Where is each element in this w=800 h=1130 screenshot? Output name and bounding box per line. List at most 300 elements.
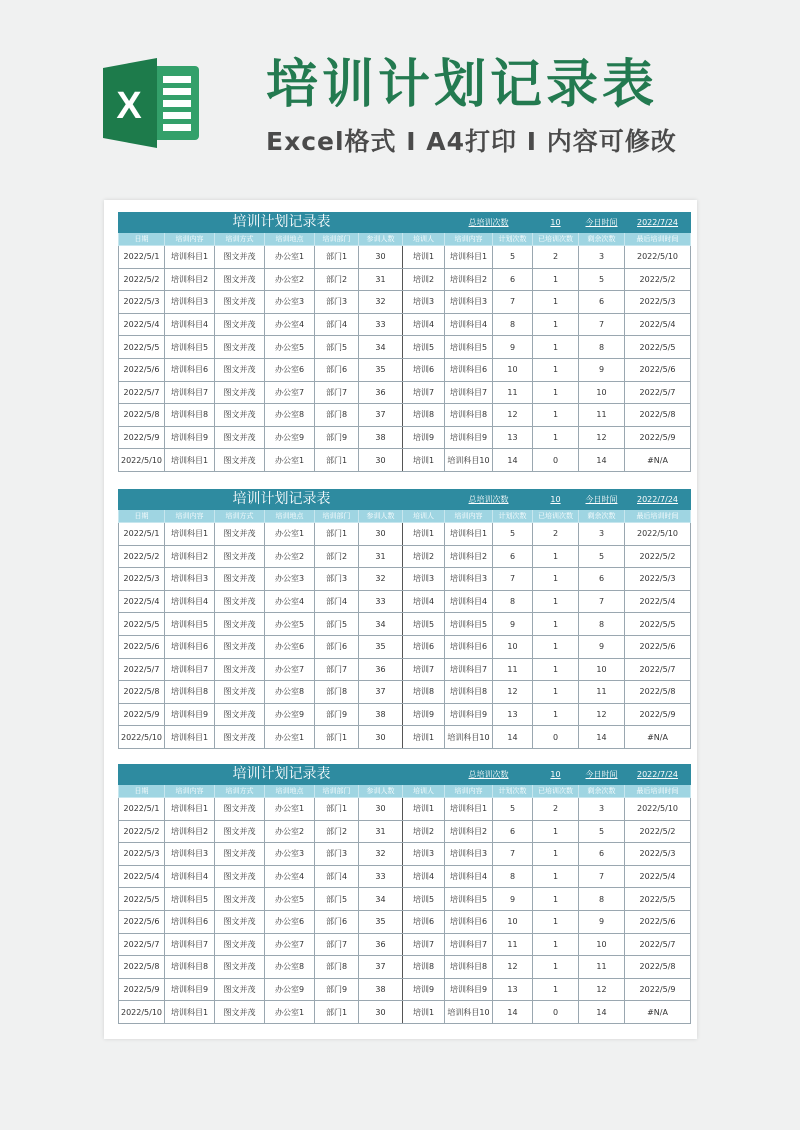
table-cell[interactable]: 培训科目9 bbox=[445, 703, 493, 726]
table-cell[interactable]: 31 bbox=[359, 268, 403, 291]
table-cell[interactable]: 11 bbox=[493, 658, 533, 681]
table-cell[interactable]: 2022/5/4 bbox=[119, 590, 165, 613]
table-cell[interactable]: 2022/5/8 bbox=[119, 956, 165, 979]
table-cell[interactable]: 14 bbox=[579, 726, 625, 749]
table-cell[interactable]: 图文并茂 bbox=[215, 910, 265, 933]
table-cell[interactable]: 35 bbox=[359, 358, 403, 381]
table-cell[interactable]: 办公室1 bbox=[265, 246, 315, 269]
table-cell[interactable]: 培训3 bbox=[403, 843, 445, 866]
table-cell[interactable]: 部门6 bbox=[315, 910, 359, 933]
table-cell[interactable]: 培训科目7 bbox=[165, 381, 215, 404]
table-cell[interactable]: 2022/5/3 bbox=[119, 291, 165, 314]
table-cell[interactable]: 1 bbox=[533, 545, 579, 568]
table-cell[interactable]: 1 bbox=[533, 268, 579, 291]
table-cell[interactable]: 2022/5/4 bbox=[625, 865, 691, 888]
table-cell[interactable]: 6 bbox=[493, 268, 533, 291]
table-cell[interactable]: 办公室1 bbox=[265, 1001, 315, 1024]
table-cell[interactable]: 12 bbox=[493, 956, 533, 979]
table-cell[interactable]: 图文并茂 bbox=[215, 820, 265, 843]
table-cell[interactable]: 12 bbox=[579, 426, 625, 449]
table-cell[interactable]: 2022/5/8 bbox=[119, 404, 165, 427]
table-cell[interactable]: 办公室1 bbox=[265, 449, 315, 472]
table-cell[interactable]: 38 bbox=[359, 703, 403, 726]
table-cell[interactable]: 31 bbox=[359, 820, 403, 843]
table-cell[interactable]: 2 bbox=[533, 523, 579, 546]
table-cell[interactable]: 2022/5/6 bbox=[625, 358, 691, 381]
table-cell[interactable]: 培训科目2 bbox=[165, 268, 215, 291]
table-cell[interactable]: 培训科目6 bbox=[165, 635, 215, 658]
table-cell[interactable]: 1 bbox=[533, 291, 579, 314]
table-cell[interactable]: 7 bbox=[493, 843, 533, 866]
table-cell[interactable]: 2022/5/4 bbox=[119, 313, 165, 336]
table-cell[interactable]: 培训科目4 bbox=[445, 865, 493, 888]
table-cell[interactable]: 13 bbox=[493, 426, 533, 449]
table-cell[interactable]: 2022/5/6 bbox=[119, 910, 165, 933]
table-cell[interactable]: 12 bbox=[579, 978, 625, 1001]
table-cell[interactable]: 2022/5/9 bbox=[119, 978, 165, 1001]
table-cell[interactable]: 图文并茂 bbox=[215, 358, 265, 381]
table-cell[interactable]: 9 bbox=[493, 336, 533, 359]
table-cell[interactable]: 2022/5/10 bbox=[119, 449, 165, 472]
total-count-value[interactable]: 10 bbox=[533, 213, 579, 233]
table-cell[interactable]: 部门5 bbox=[315, 336, 359, 359]
table-cell[interactable]: 办公室5 bbox=[265, 336, 315, 359]
table-cell[interactable]: 14 bbox=[579, 1001, 625, 1024]
table-cell[interactable]: 7 bbox=[579, 590, 625, 613]
table-cell[interactable]: 培训科目6 bbox=[445, 635, 493, 658]
table-cell[interactable]: 培训5 bbox=[403, 888, 445, 911]
table-cell[interactable]: 部门9 bbox=[315, 703, 359, 726]
table-cell[interactable]: 培训科目3 bbox=[165, 568, 215, 591]
table-cell[interactable]: 培训科目8 bbox=[165, 956, 215, 979]
table-cell[interactable]: 图文并茂 bbox=[215, 658, 265, 681]
table-cell[interactable]: 2022/5/3 bbox=[625, 843, 691, 866]
table-cell[interactable]: 培训科目8 bbox=[165, 681, 215, 704]
table-cell[interactable]: 32 bbox=[359, 843, 403, 866]
table-cell[interactable]: 培训科目3 bbox=[445, 291, 493, 314]
table-cell[interactable]: 部门1 bbox=[315, 726, 359, 749]
table-cell[interactable]: 7 bbox=[579, 865, 625, 888]
table-cell[interactable]: 图文并茂 bbox=[215, 268, 265, 291]
table-cell[interactable]: 图文并茂 bbox=[215, 1001, 265, 1024]
table-cell[interactable]: 2022/5/10 bbox=[119, 1001, 165, 1024]
table-cell[interactable]: 部门6 bbox=[315, 358, 359, 381]
table-cell[interactable]: 培训科目2 bbox=[165, 820, 215, 843]
table-cell[interactable]: 0 bbox=[533, 449, 579, 472]
table-cell[interactable]: 办公室4 bbox=[265, 865, 315, 888]
table-cell[interactable]: 2022/5/3 bbox=[625, 568, 691, 591]
table-cell[interactable]: 10 bbox=[579, 933, 625, 956]
table-cell[interactable]: 部门1 bbox=[315, 1001, 359, 1024]
table-cell[interactable]: 办公室4 bbox=[265, 313, 315, 336]
table-cell[interactable]: 培训4 bbox=[403, 313, 445, 336]
table-cell[interactable]: 8 bbox=[579, 336, 625, 359]
table-cell[interactable]: 5 bbox=[493, 523, 533, 546]
table-cell[interactable]: 14 bbox=[493, 726, 533, 749]
table-cell[interactable]: 部门3 bbox=[315, 291, 359, 314]
table-cell[interactable]: 办公室8 bbox=[265, 956, 315, 979]
table-cell[interactable]: 1 bbox=[533, 820, 579, 843]
table-cell[interactable]: 12 bbox=[493, 681, 533, 704]
table-cell[interactable]: 2022/5/9 bbox=[625, 703, 691, 726]
table-cell[interactable]: 培训科目10 bbox=[445, 726, 493, 749]
table-cell[interactable]: 2022/5/8 bbox=[625, 681, 691, 704]
table-cell[interactable]: 5 bbox=[579, 268, 625, 291]
table-cell[interactable]: 培训2 bbox=[403, 820, 445, 843]
table-cell[interactable]: #N/A bbox=[625, 449, 691, 472]
table-cell[interactable]: 2022/5/9 bbox=[119, 426, 165, 449]
table-cell[interactable]: 图文并茂 bbox=[215, 613, 265, 636]
table-cell[interactable]: 培训科目8 bbox=[165, 404, 215, 427]
table-cell[interactable]: 2022/5/3 bbox=[625, 291, 691, 314]
table-cell[interactable]: 1 bbox=[533, 358, 579, 381]
table-cell[interactable]: 部门2 bbox=[315, 268, 359, 291]
table-cell[interactable]: 培训6 bbox=[403, 910, 445, 933]
table-cell[interactable]: 办公室2 bbox=[265, 268, 315, 291]
table-cell[interactable]: 1 bbox=[533, 568, 579, 591]
table-cell[interactable]: 培训科目9 bbox=[445, 978, 493, 1001]
table-cell[interactable]: 9 bbox=[579, 358, 625, 381]
table-cell[interactable]: 38 bbox=[359, 978, 403, 1001]
table-cell[interactable]: 培训科目1 bbox=[445, 246, 493, 269]
today-value[interactable]: 2022/7/24 bbox=[625, 765, 691, 785]
table-cell[interactable]: 办公室8 bbox=[265, 404, 315, 427]
table-cell[interactable]: 培训1 bbox=[403, 246, 445, 269]
table-cell[interactable]: 30 bbox=[359, 798, 403, 821]
table-cell[interactable]: 2022/5/10 bbox=[625, 798, 691, 821]
table-cell[interactable]: 培训5 bbox=[403, 613, 445, 636]
table-cell[interactable]: 1 bbox=[533, 910, 579, 933]
table-cell[interactable]: 30 bbox=[359, 726, 403, 749]
table-cell[interactable]: 32 bbox=[359, 291, 403, 314]
table-cell[interactable]: 培训科目7 bbox=[445, 933, 493, 956]
table-cell[interactable]: 培训科目7 bbox=[165, 933, 215, 956]
today-value[interactable]: 2022/7/24 bbox=[625, 490, 691, 510]
table-cell[interactable]: 12 bbox=[493, 404, 533, 427]
table-cell[interactable]: 办公室1 bbox=[265, 726, 315, 749]
table-cell[interactable]: 10 bbox=[579, 658, 625, 681]
table-cell[interactable]: 部门7 bbox=[315, 933, 359, 956]
table-cell[interactable]: 2022/5/1 bbox=[119, 523, 165, 546]
table-cell[interactable]: 办公室9 bbox=[265, 426, 315, 449]
table-cell[interactable]: 36 bbox=[359, 658, 403, 681]
total-count-value[interactable]: 10 bbox=[533, 490, 579, 510]
table-cell[interactable]: 34 bbox=[359, 613, 403, 636]
table-cell[interactable]: 办公室3 bbox=[265, 843, 315, 866]
table-cell[interactable]: 培训科目4 bbox=[445, 313, 493, 336]
table-cell[interactable]: 部门1 bbox=[315, 798, 359, 821]
table-cell[interactable]: 8 bbox=[579, 613, 625, 636]
table-cell[interactable]: 培训科目5 bbox=[445, 888, 493, 911]
table-cell[interactable]: 培训1 bbox=[403, 726, 445, 749]
table-cell[interactable]: 培训1 bbox=[403, 523, 445, 546]
table-cell[interactable]: 培训3 bbox=[403, 568, 445, 591]
table-cell[interactable]: 2022/5/5 bbox=[625, 336, 691, 359]
table-cell[interactable]: 培训科目1 bbox=[445, 523, 493, 546]
table-cell[interactable]: 2022/5/10 bbox=[119, 726, 165, 749]
table-cell[interactable]: 1 bbox=[533, 843, 579, 866]
table-cell[interactable]: 6 bbox=[579, 291, 625, 314]
table-cell[interactable]: 培训科目4 bbox=[445, 590, 493, 613]
table-cell[interactable]: 图文并茂 bbox=[215, 843, 265, 866]
total-count-value[interactable]: 10 bbox=[533, 765, 579, 785]
table-cell[interactable]: 1 bbox=[533, 635, 579, 658]
table-cell[interactable]: 培训科目5 bbox=[445, 613, 493, 636]
table-cell[interactable]: 2022/5/6 bbox=[625, 910, 691, 933]
table-cell[interactable]: 2022/5/2 bbox=[625, 268, 691, 291]
table-cell[interactable]: 部门5 bbox=[315, 613, 359, 636]
table-cell[interactable]: 培训科目6 bbox=[445, 910, 493, 933]
table-cell[interactable]: 培训8 bbox=[403, 956, 445, 979]
table-cell[interactable]: 3 bbox=[579, 523, 625, 546]
table-cell[interactable]: 培训科目4 bbox=[165, 865, 215, 888]
table-cell[interactable]: 办公室1 bbox=[265, 798, 315, 821]
table-cell[interactable]: 1 bbox=[533, 681, 579, 704]
table-cell[interactable]: 37 bbox=[359, 681, 403, 704]
table-cell[interactable]: 培训1 bbox=[403, 449, 445, 472]
table-cell[interactable]: 2022/5/7 bbox=[119, 933, 165, 956]
today-label[interactable]: 今日时间 bbox=[579, 765, 625, 785]
table-cell[interactable]: 图文并茂 bbox=[215, 590, 265, 613]
table-cell[interactable]: 5 bbox=[493, 798, 533, 821]
table-cell[interactable]: 培训6 bbox=[403, 635, 445, 658]
table-cell[interactable]: 30 bbox=[359, 246, 403, 269]
table-cell[interactable]: 培训9 bbox=[403, 703, 445, 726]
table-cell[interactable]: 2022/5/6 bbox=[625, 635, 691, 658]
table-cell[interactable]: 办公室9 bbox=[265, 703, 315, 726]
table-cell[interactable]: 8 bbox=[493, 313, 533, 336]
table-cell[interactable]: 10 bbox=[493, 635, 533, 658]
table-cell[interactable]: 培训7 bbox=[403, 933, 445, 956]
table-cell[interactable]: 2022/5/5 bbox=[625, 888, 691, 911]
table-cell[interactable]: 部门2 bbox=[315, 820, 359, 843]
table-cell[interactable]: 1 bbox=[533, 933, 579, 956]
table-cell[interactable]: 培训1 bbox=[403, 1001, 445, 1024]
table-cell[interactable]: 2022/5/7 bbox=[119, 658, 165, 681]
table-cell[interactable]: 办公室6 bbox=[265, 358, 315, 381]
table-cell[interactable]: 培训科目8 bbox=[445, 681, 493, 704]
table-cell[interactable]: 2022/5/5 bbox=[625, 613, 691, 636]
table-cell[interactable]: 13 bbox=[493, 978, 533, 1001]
table-cell[interactable]: 2 bbox=[533, 798, 579, 821]
table-cell[interactable]: 培训科目10 bbox=[445, 449, 493, 472]
table-cell[interactable]: 2022/5/6 bbox=[119, 358, 165, 381]
table-cell[interactable]: 图文并茂 bbox=[215, 545, 265, 568]
table-cell[interactable]: 图文并茂 bbox=[215, 703, 265, 726]
table-cell[interactable]: 培训科目3 bbox=[165, 291, 215, 314]
table-cell[interactable]: 7 bbox=[493, 291, 533, 314]
table-cell[interactable]: 培训8 bbox=[403, 681, 445, 704]
table-cell[interactable]: 培训科目9 bbox=[165, 703, 215, 726]
table-cell[interactable]: 10 bbox=[493, 358, 533, 381]
table-cell[interactable]: 6 bbox=[493, 820, 533, 843]
today-label[interactable]: 今日时间 bbox=[579, 213, 625, 233]
table-cell[interactable]: 2022/5/4 bbox=[625, 590, 691, 613]
table-cell[interactable]: 8 bbox=[493, 865, 533, 888]
table-cell[interactable]: 办公室7 bbox=[265, 381, 315, 404]
total-count-label[interactable]: 总培训次数 bbox=[445, 213, 533, 233]
table-cell[interactable]: 培训科目2 bbox=[165, 545, 215, 568]
table-cell[interactable]: 培训科目1 bbox=[165, 1001, 215, 1024]
table-cell[interactable]: 33 bbox=[359, 865, 403, 888]
table-cell[interactable]: 培训3 bbox=[403, 291, 445, 314]
table-cell[interactable]: 2022/5/10 bbox=[625, 246, 691, 269]
table-cell[interactable]: 部门4 bbox=[315, 865, 359, 888]
table-cell[interactable]: 9 bbox=[579, 635, 625, 658]
table-cell[interactable]: 培训7 bbox=[403, 381, 445, 404]
table-cell[interactable]: 1 bbox=[533, 613, 579, 636]
table-cell[interactable]: 7 bbox=[493, 568, 533, 591]
table-cell[interactable]: 11 bbox=[493, 933, 533, 956]
table-cell[interactable]: 部门8 bbox=[315, 956, 359, 979]
table-cell[interactable]: 1 bbox=[533, 336, 579, 359]
table-cell[interactable]: 培训科目6 bbox=[165, 358, 215, 381]
table-cell[interactable]: 34 bbox=[359, 336, 403, 359]
table-cell[interactable]: 图文并茂 bbox=[215, 681, 265, 704]
table-cell[interactable]: 培训科目1 bbox=[165, 523, 215, 546]
table-cell[interactable]: 11 bbox=[579, 404, 625, 427]
table-cell[interactable]: 办公室3 bbox=[265, 291, 315, 314]
table-cell[interactable]: 14 bbox=[579, 449, 625, 472]
table-cell[interactable]: 11 bbox=[493, 381, 533, 404]
table-cell[interactable]: 培训科目6 bbox=[165, 910, 215, 933]
table-cell[interactable]: 30 bbox=[359, 523, 403, 546]
table-cell[interactable]: 5 bbox=[579, 545, 625, 568]
table-cell[interactable]: 6 bbox=[579, 568, 625, 591]
table-cell[interactable]: 部门1 bbox=[315, 449, 359, 472]
table-cell[interactable]: 32 bbox=[359, 568, 403, 591]
table-cell[interactable]: 12 bbox=[579, 703, 625, 726]
table-cell[interactable]: 2022/5/9 bbox=[625, 978, 691, 1001]
table-cell[interactable]: 2022/5/8 bbox=[625, 956, 691, 979]
table-cell[interactable]: 2022/5/2 bbox=[119, 268, 165, 291]
table-cell[interactable]: 1 bbox=[533, 426, 579, 449]
table-cell[interactable]: 37 bbox=[359, 956, 403, 979]
table-cell[interactable]: 培训1 bbox=[403, 798, 445, 821]
table-cell[interactable]: 培训科目9 bbox=[165, 978, 215, 1001]
table-cell[interactable]: 办公室2 bbox=[265, 545, 315, 568]
table-cell[interactable]: 1 bbox=[533, 658, 579, 681]
table-cell[interactable]: 图文并茂 bbox=[215, 246, 265, 269]
table-cell[interactable]: 9 bbox=[493, 613, 533, 636]
table-cell[interactable]: 2022/5/2 bbox=[119, 820, 165, 843]
table-cell[interactable]: 图文并茂 bbox=[215, 956, 265, 979]
table-cell[interactable]: 办公室2 bbox=[265, 820, 315, 843]
table-cell[interactable]: 2022/5/7 bbox=[119, 381, 165, 404]
table-cell[interactable]: 培训科目1 bbox=[165, 798, 215, 821]
table-cell[interactable]: 2022/5/8 bbox=[625, 404, 691, 427]
table-cell[interactable]: 部门3 bbox=[315, 568, 359, 591]
table-cell[interactable]: 部门7 bbox=[315, 658, 359, 681]
table-cell[interactable]: 图文并茂 bbox=[215, 798, 265, 821]
table-cell[interactable]: 培训2 bbox=[403, 268, 445, 291]
table-cell[interactable]: 6 bbox=[579, 843, 625, 866]
table-cell[interactable]: 培训4 bbox=[403, 865, 445, 888]
table-cell[interactable]: 33 bbox=[359, 590, 403, 613]
table-cell[interactable]: 办公室7 bbox=[265, 933, 315, 956]
table-cell[interactable]: 2 bbox=[533, 246, 579, 269]
table-cell[interactable]: 培训科目4 bbox=[165, 590, 215, 613]
table-cell[interactable]: 部门9 bbox=[315, 426, 359, 449]
table-cell[interactable]: 部门8 bbox=[315, 404, 359, 427]
table-cell[interactable]: 1 bbox=[533, 956, 579, 979]
table-cell[interactable]: 33 bbox=[359, 313, 403, 336]
table-cell[interactable]: 培训科目2 bbox=[445, 545, 493, 568]
table-cell[interactable]: 3 bbox=[579, 798, 625, 821]
table-cell[interactable]: 0 bbox=[533, 726, 579, 749]
table-cell[interactable]: 2022/5/4 bbox=[119, 865, 165, 888]
table-cell[interactable]: 2022/5/3 bbox=[119, 568, 165, 591]
table-cell[interactable]: 图文并茂 bbox=[215, 336, 265, 359]
table-cell[interactable]: 培训科目1 bbox=[165, 726, 215, 749]
table-cell[interactable]: 2022/5/3 bbox=[119, 843, 165, 866]
table-cell[interactable]: 2022/5/2 bbox=[625, 820, 691, 843]
table-cell[interactable]: 部门1 bbox=[315, 246, 359, 269]
table-cell[interactable]: 培训科目7 bbox=[445, 381, 493, 404]
table-cell[interactable]: 部门3 bbox=[315, 843, 359, 866]
table-cell[interactable]: 培训科目7 bbox=[165, 658, 215, 681]
table-cell[interactable]: 部门2 bbox=[315, 545, 359, 568]
table-cell[interactable]: 1 bbox=[533, 313, 579, 336]
table-cell[interactable]: 培训科目5 bbox=[165, 888, 215, 911]
table-cell[interactable]: 培训科目9 bbox=[165, 426, 215, 449]
table-cell[interactable]: 培训2 bbox=[403, 545, 445, 568]
table-cell[interactable]: 35 bbox=[359, 910, 403, 933]
table-cell[interactable]: 办公室6 bbox=[265, 910, 315, 933]
table-cell[interactable]: 部门5 bbox=[315, 888, 359, 911]
table-cell[interactable]: 图文并茂 bbox=[215, 313, 265, 336]
table-cell[interactable]: 2022/5/6 bbox=[119, 635, 165, 658]
table-cell[interactable]: 部门8 bbox=[315, 681, 359, 704]
table-cell[interactable]: 培训6 bbox=[403, 358, 445, 381]
table-cell[interactable]: 30 bbox=[359, 449, 403, 472]
table-cell[interactable]: 培训科目6 bbox=[445, 358, 493, 381]
table-cell[interactable]: 培训4 bbox=[403, 590, 445, 613]
table-cell[interactable]: 1 bbox=[533, 865, 579, 888]
table-cell[interactable]: 办公室5 bbox=[265, 613, 315, 636]
table-cell[interactable]: 培训科目5 bbox=[445, 336, 493, 359]
table-cell[interactable]: 5 bbox=[493, 246, 533, 269]
table-cell[interactable]: 图文并茂 bbox=[215, 381, 265, 404]
table-cell[interactable]: 图文并茂 bbox=[215, 404, 265, 427]
table-cell[interactable]: 图文并茂 bbox=[215, 523, 265, 546]
table-cell[interactable]: 办公室6 bbox=[265, 635, 315, 658]
table-cell[interactable]: 1 bbox=[533, 703, 579, 726]
table-cell[interactable]: 办公室3 bbox=[265, 568, 315, 591]
table-cell[interactable]: 2022/5/9 bbox=[119, 703, 165, 726]
table-cell[interactable]: 37 bbox=[359, 404, 403, 427]
table-cell[interactable]: 部门6 bbox=[315, 635, 359, 658]
table-cell[interactable]: 培训科目10 bbox=[445, 1001, 493, 1024]
table-cell[interactable]: 2022/5/8 bbox=[119, 681, 165, 704]
table-cell[interactable]: 8 bbox=[579, 888, 625, 911]
total-count-label[interactable]: 总培训次数 bbox=[445, 765, 533, 785]
table-cell[interactable]: 2022/5/7 bbox=[625, 658, 691, 681]
table-cell[interactable]: 1 bbox=[533, 590, 579, 613]
table-cell[interactable]: #N/A bbox=[625, 726, 691, 749]
table-cell[interactable]: 图文并茂 bbox=[215, 449, 265, 472]
table-cell[interactable]: 14 bbox=[493, 449, 533, 472]
table-cell[interactable]: 培训科目3 bbox=[445, 568, 493, 591]
table-cell[interactable]: 2022/5/4 bbox=[625, 313, 691, 336]
table-cell[interactable]: 30 bbox=[359, 1001, 403, 1024]
table-cell[interactable]: 培训科目5 bbox=[165, 613, 215, 636]
table-cell[interactable]: 图文并茂 bbox=[215, 726, 265, 749]
total-count-label[interactable]: 总培训次数 bbox=[445, 490, 533, 510]
table-cell[interactable]: 图文并茂 bbox=[215, 291, 265, 314]
table-cell[interactable]: 2022/5/9 bbox=[625, 426, 691, 449]
table-cell[interactable]: 2022/5/5 bbox=[119, 336, 165, 359]
